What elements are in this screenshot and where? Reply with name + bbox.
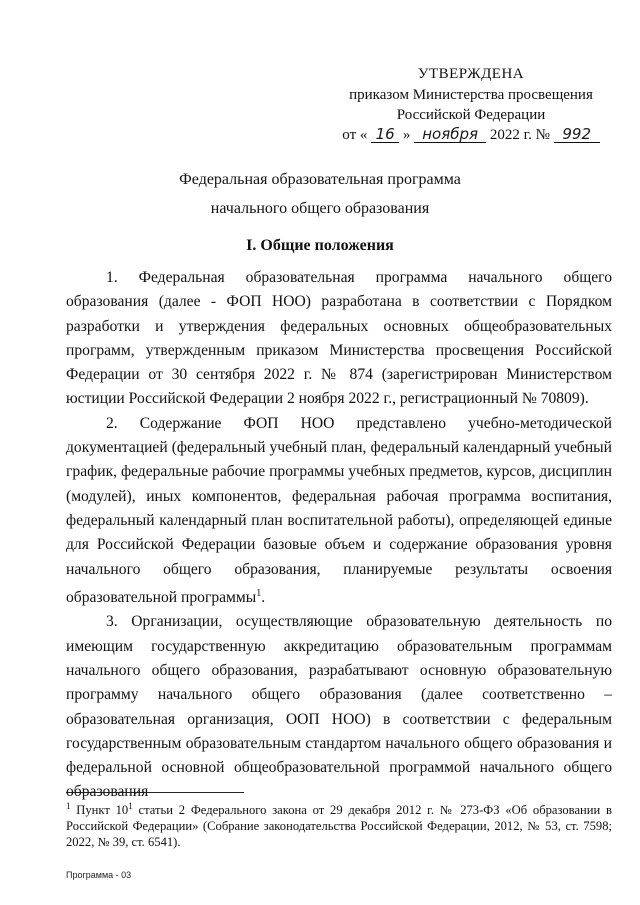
document-body [66,266,612,805]
footnote-text-a: Пункт 10 [70,803,129,818]
approval-line-1: приказом Министерства просвещения [349,87,593,103]
footnote-text-b: статьи 2 Федерального закона от 29 декабря 2012 г. № 273-ФЗ «Об образовании в Российской Федерации» (Собрание законодательства Российской Федерации, 2012, № 53, ст. 7598; 2022, № 39, ст. 6541). [66,803,612,850]
approval-line-2: Российской Федерации [396,107,546,123]
page-stamp: Программа - 03 [66,870,132,880]
section-heading: I. Общие положения [246,237,394,254]
handwritten-day: 16 [371,126,399,143]
date-prefix: от « [342,127,368,143]
approval-date-line [330,125,612,145]
date-year: 2022 г. № [489,127,550,143]
footnote-ref: 1 [256,587,262,599]
paragraph-1: 1. Федеральная образовательная программа начального общего образования (далее - ФОП НОО) разработана в соответствии с Порядком разработки и утверждения федеральных основных общеобразовательных программ, утвержденным приказом Министерства просвещения Российской Федерации от 30 сентября 2022 г. № 874 (зарегистрирован Министерством юстиции Российской Федерации 2 ноября 2022 г., регистрационный № 70809). [66,269,612,408]
footnote-marker: 1 [66,801,71,811]
handwritten-order-number: 992 [554,126,600,143]
date-quote-close: » [402,127,411,143]
document-title-line-2: начального общего образования [210,200,430,217]
paragraph-2-end: . [261,589,266,607]
footnote-rule [66,792,244,793]
footnote [66,798,612,850]
paragraph-2-text: 2. Содержание ФОП НОО представлено учебно-методической документацией (федеральный учебный план, федеральный календарный учебный график, федеральные рабочие программы учебных предметов, курсов, дисциплин (модулей), иных компонентов, федеральная рабочая программа воспитания, федеральный календарный план воспитательной работы), определяющей единые для Российской Федерации базовые объем и содержание образования уровня начального общего образования, планируемые результаты освоения образовательной программы [66,414,612,607]
footnote-inner-sup: 1 [128,801,133,811]
handwritten-month: ноября [414,126,486,143]
approval-heading: УТВЕРЖДЕНА [417,66,525,82]
paragraph-2 [66,412,612,611]
paragraph-3: 3. Организации, осуществляющие образовательную деятельность по имеющим государственную аккредитацию образовательным программам начального общего образования, разрабатывают основную образовательную программу начального общего образования (далее соответственно – образовательная организация, ООП НОО) в соответствии с федеральным государственным образовательным стандартом начального общего образования и федеральной основной общеобразовательной программой начального общего образования [66,613,612,801]
document-title-line-1: Федеральная образовательная программа [179,171,461,188]
